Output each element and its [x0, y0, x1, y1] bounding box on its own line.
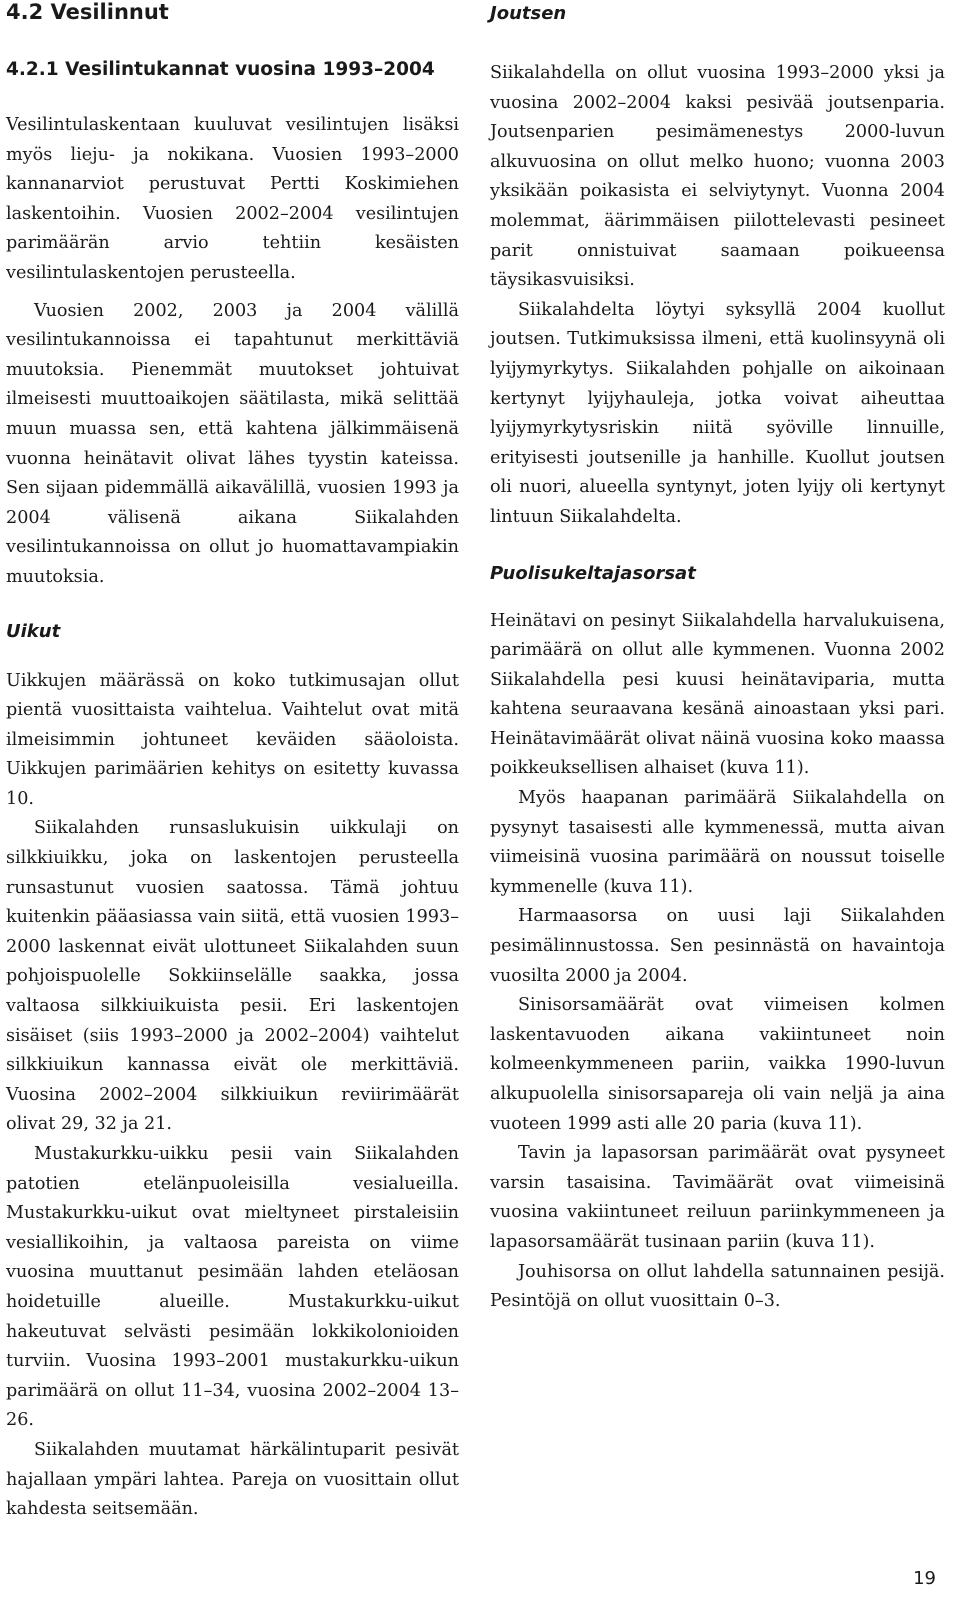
heading-puolisukeltajasorsat: Puolisukeltajasorsat [490, 562, 696, 584]
heading-uikut: Uikut [6, 620, 61, 642]
paragraph: Tavin ja lapasorsan parimäärät ovat pysyneet varsin tasaisina. Tavimäärät ovat viimeisinä vuosina vakiintuneet reiluun pariinkymmeneen ja lapasorsamäärät tusinaan pariin (kuva 11). [490, 1143, 945, 1252]
paragraph: Heinätavi on pesinyt Siikalahdella harvalukuisena, parimäärä on ollut alle kymmenen. Vuonna 2002 Siikalahdella pesi kuusi heinätaviparia, mutta kahtena seuraavana kesänä ainoastaan yksi pari. Heinätavimäärät olivat näinä vuosina koko maassa poikkeuksellisen alhaiset (kuva 11). [490, 610, 945, 779]
paragraph: Siikalahden runsaslukuisin uikkulaji on silkkiuikku, joka on laskentojen perusteella runsastunut vuosien saatossa. Tämä johtuu kuitenkin pääasiassa vain siitä, että vuosien 1993–2000 laskennat eivät ulottuneet Siikalahden suun pohjoispuolelle Sokkiinselälle saakka, jossa valtaosa silkkiuikuista pesii. Eri laskentojen sisäiset (siis 1993–2000 ja 2002–2004) vaihtelut silkkiuikun kannassa eivät ole merkittäviä. Vuosina 2002–2004 silkkiuikun reviirimäärät olivat 29, 32 ja 21. [6, 818, 459, 1135]
page-number: 19 [913, 1568, 936, 1589]
paragraph: Siikalahden muutamat härkälintuparit pesivät hajallaan ympäri lahtea. Pareja on vuosittain ollut kahdesta seitsemään. [6, 1439, 459, 1520]
right-column [490, 0, 945, 1317]
left-column [6, 0, 459, 1525]
paragraph: Harmaasorsa on uusi laji Siikalahden pesimälinnustossa. Sen pesinnästä on havaintoja vuosilta 2000 ja 2004. [490, 906, 945, 986]
heading-joutsen: Joutsen [490, 3, 567, 24]
section-title: 4.2 Vesilinnut [6, 0, 169, 24]
paragraph: Myös haapanan parimäärä Siikalahdella on pysynyt tasaisesti alle kymmenessä, mutta aivan viimeisinä vuosina parimäärä on noussut toiselle kymmenelle (kuva 11). [490, 788, 945, 897]
paragraph: Vesilintulaskentaan kuuluvat vesilintujen lisäksi myös lieju- ja nokikana. Vuosien 1993–2000 kannanarviot perustuvat Pertti Koskimiehen laskentoihin. Vuosien 2002–2004 vesilintujen parimäärän arvio tehtiin kesäisten vesilintulaskentojen perusteella. [6, 115, 459, 283]
subsection-title: 4.2.1 Vesilintukannat vuosina 1993–2004 [6, 59, 435, 80]
paragraph: Jouhisorsa on ollut lahdella satunnainen pesijä. Pesintöjä on ollut vuosittain 0–3. [490, 1261, 945, 1312]
paragraph: Siikalahdelta löytyi syksyllä 2004 kuollut joutsen. Tutkimuksissa ilmeni, että kuolinsyynä oli lyijymyrkytys. Siikalahden pohjalle on aikoinaan kertynyt lyijyhauleja, jotka voivat aiheuttaa lyijymyrkytysriskin niitä syöville linnuille, erityisesti joutsenille ja hanhille. Kuollut joutsen oli nuori, alueella syntynyt, joten lyijy oli kertynyt lintuun Siikalahdelta. [490, 299, 945, 527]
paragraph: Sinisorsamäärät ovat viimeisen kolmen laskentavuoden aikana vakiintuneet noin kolmeenkymmeneen pariin, vaikka 1990-luvun alkupuolella sinisorsapareja oli vain neljä ja aina vuoteen 1999 asti alle 20 paria (kuva 11). [490, 995, 945, 1134]
paragraph: Vuosien 2002, 2003 ja 2004 välillä vesilintukannoissa ei tapahtunut merkittäviä muutoksia. Pienemmät muutokset johtuivat ilmeisesti muuttoaikojen säätilasta, mikä selittää muun muassa sen, että kahtena jälkimmäisenä vuonna heinätavit olivat lähes tyystin kateissa. Sen sijaan pidemmällä aikavälillä, vuosien 1993 ja 2004 välisenä aikana Siikalahden vesilintukannoissa on ollut jo huomattavampiakin muutoksia. [6, 300, 459, 587]
paragraph: Siikalahdella on ollut vuosina 1993–2000 yksi ja vuosina 2002–2004 kaksi pesivää joutsenparia. Joutsenparien pesimämenestys 2000-luvun alkuvuosina on ollut melko huono; vuonna 2003 yksikään poikasista ei selviytynyt. Vuonna 2004 molemmat, äärimmäisen piilottelevasti pesineet parit onnistuivat saamaan poikueensa täysikasvuisiksi. [490, 63, 945, 291]
paragraph: Mustakurkku-uikku pesii vain Siikalahden patotien etelänpuoleisilla vesialueilla. Mustakurkku-uikut ovat mieltyneet pirstaleisiin vesiallikoihin, ja valtaosa pareista on viime vuosina muuttanut pesimään lahden eteläosan hoidetuille alueille. Mustakurkku-uikut hakeutuvat selvästi pesimään lokkikolonioiden turviin. Vuosina 1993–2001 mustakurkku-uikun parimäärä on ollut 11–34, vuosina 2002–2004 13–26. [6, 1144, 459, 1431]
paragraph: Uikkujen määrässä on koko tutkimusajan ollut pientä vuosittaista vaihtelua. Vaihtelut ovat mitä ilmeisimmin johtuneet keväiden sääoloista. Uikkujen parimäärien kehitys on esitetty kuvassa 10. [6, 670, 459, 809]
